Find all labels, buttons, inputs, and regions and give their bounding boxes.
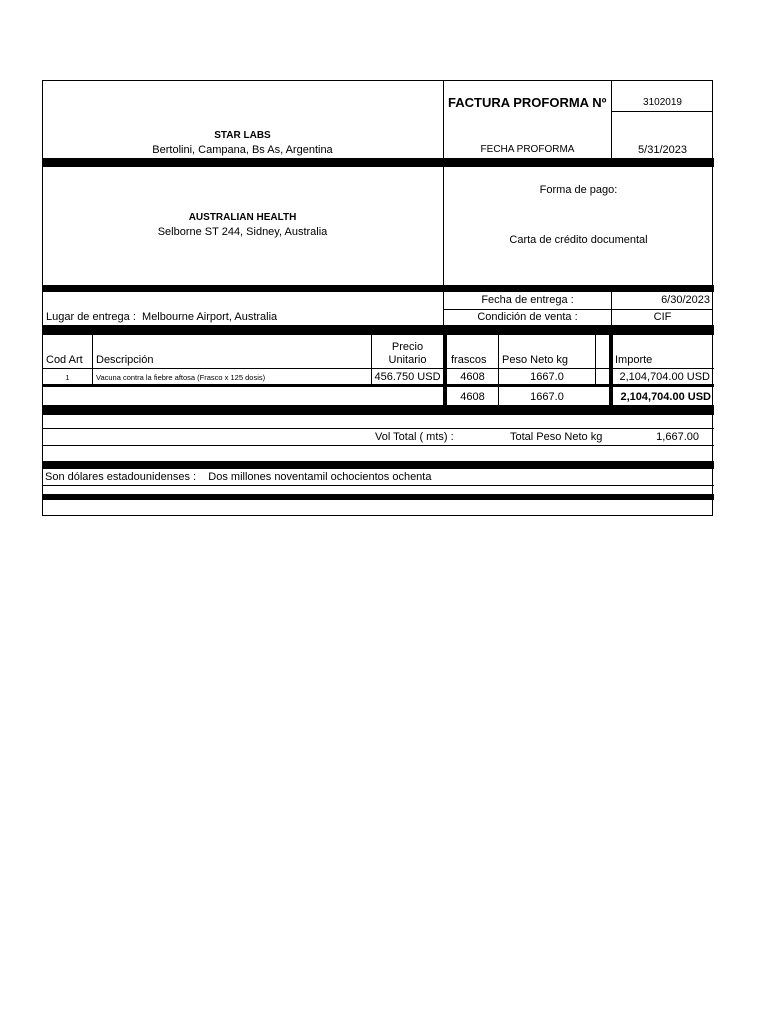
header-peso: Peso Neto kg bbox=[502, 354, 569, 366]
amount-words bbox=[45, 472, 431, 483]
separator-bar bbox=[42, 461, 714, 469]
header-descripcion: Descripción bbox=[96, 354, 154, 366]
row-divider bbox=[42, 384, 714, 387]
condition-value: CIF bbox=[653, 311, 672, 323]
header-frascos: frascos bbox=[451, 354, 487, 366]
row-precio: 456.750 USD bbox=[374, 371, 441, 383]
separator-bar bbox=[42, 405, 714, 415]
vol-total-label: Vol Total ( mts) : bbox=[375, 431, 454, 443]
payment-label: Forma de pago: bbox=[539, 184, 618, 196]
amount-words-value: Dos millones noventamil ochocientos ochenta bbox=[208, 471, 432, 483]
row-frascos: 4608 bbox=[460, 371, 485, 383]
row-divider bbox=[42, 445, 714, 446]
row-divider bbox=[42, 485, 714, 486]
header-precio-line1: Precio bbox=[391, 341, 424, 353]
invoice-number: 3102019 bbox=[643, 97, 682, 108]
delivery-date-label: Fecha de entrega : bbox=[481, 294, 574, 306]
total-peso-value: 1,667.00 bbox=[656, 431, 699, 443]
row-descripcion: Vacuna contra la fiebre aftosa (Frasco x 125 dosis) bbox=[96, 373, 266, 382]
separator-bar bbox=[42, 285, 714, 292]
separator-bar bbox=[42, 494, 714, 500]
invoice-title: FACTURA PROFORMA Nº bbox=[448, 95, 607, 110]
invoice-date-value: 5/31/2023 bbox=[638, 144, 687, 156]
delivery-date-value: 6/30/2023 bbox=[661, 294, 710, 306]
amount-words-label: Son dólares estadounidenses : bbox=[45, 471, 197, 483]
condition-label: Condición de venta : bbox=[477, 311, 578, 323]
separator-bar bbox=[42, 325, 714, 335]
separator-bar bbox=[42, 158, 714, 167]
header-cod-art: Cod Art bbox=[46, 354, 83, 366]
total-frascos: 4608 bbox=[460, 391, 485, 403]
delivery-place-label: Lugar de entrega : bbox=[46, 311, 136, 323]
buyer-name: AUSTRALIAN HEALTH bbox=[188, 212, 297, 223]
row-divider bbox=[611, 111, 713, 112]
row-divider bbox=[42, 428, 714, 429]
delivery-place bbox=[46, 312, 277, 323]
invoice-date-label: FECHA PROFORMA bbox=[480, 144, 575, 155]
total-importe: 2,104,704.00 USD bbox=[620, 391, 711, 403]
seller-address: Bertolini, Campana, Bs As, Argentina bbox=[152, 144, 333, 156]
total-peso-label: Total Peso Neto kg bbox=[510, 431, 603, 443]
header-importe: Importe bbox=[615, 354, 653, 366]
delivery-place-value: Melbourne Airport, Australia bbox=[142, 311, 278, 323]
row-cod: 1 bbox=[65, 373, 70, 382]
column-divider bbox=[92, 335, 93, 385]
total-peso: 1667.0 bbox=[530, 391, 564, 403]
row-divider bbox=[42, 368, 714, 369]
column-divider bbox=[595, 335, 596, 385]
payment-value: Carta de crédito documental bbox=[509, 234, 648, 246]
seller-name: STAR LABS bbox=[214, 130, 271, 141]
row-divider bbox=[443, 309, 713, 310]
buyer-address: Selborne ST 244, Sidney, Australia bbox=[157, 226, 328, 238]
row-importe: 2,104,704.00 USD bbox=[619, 371, 710, 383]
header-precio-line2: Unitario bbox=[388, 354, 427, 366]
row-peso: 1667.0 bbox=[530, 371, 564, 383]
